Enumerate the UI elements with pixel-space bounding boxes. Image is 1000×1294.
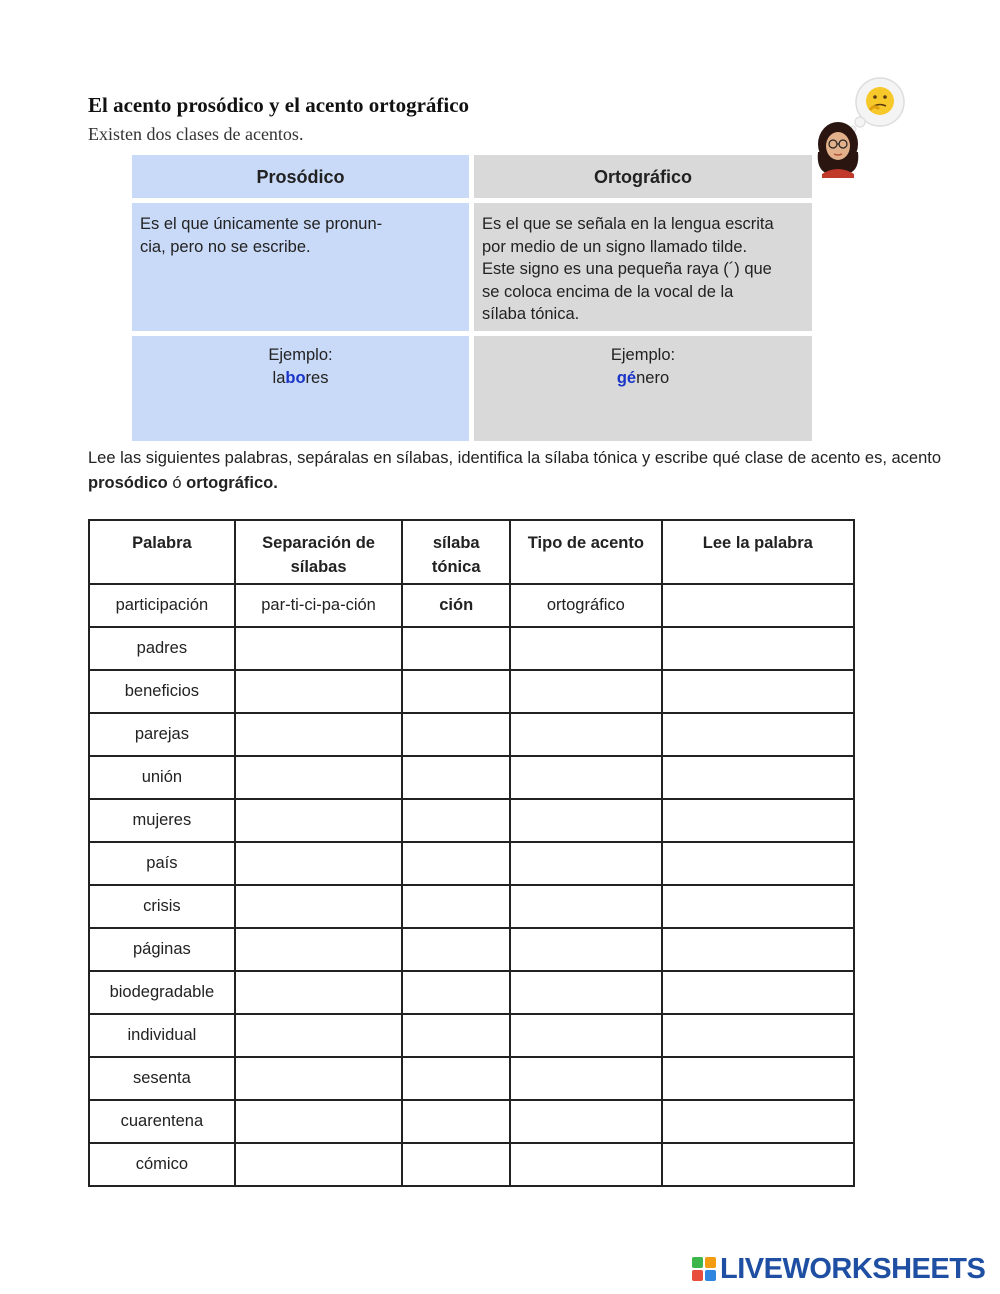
- table-row: [89, 1014, 854, 1057]
- table-row: [89, 1057, 854, 1100]
- accent-type-input-cell[interactable]: [510, 1014, 662, 1057]
- table-row: [89, 842, 854, 885]
- syllable-worksheet-table: [88, 519, 855, 1187]
- accent-type-input-cell[interactable]: [510, 1143, 662, 1186]
- tonic-input-cell[interactable]: [402, 928, 510, 971]
- syllables-input-cell[interactable]: [235, 799, 403, 842]
- tonic-input-cell[interactable]: [402, 1143, 510, 1186]
- read-word-cell[interactable]: [662, 799, 854, 842]
- prosodic-heading: Prosódico: [132, 155, 469, 198]
- page-title: El acento prosódico y el acento ortográfico: [88, 93, 470, 117]
- instructions-bold: ortográfico.: [186, 474, 278, 492]
- tonic-input-cell[interactable]: [402, 627, 510, 670]
- example-word: [132, 367, 469, 390]
- table-row: [89, 627, 854, 670]
- example-label: Ejemplo:: [610, 346, 676, 364]
- orthographic-definition: [474, 203, 812, 331]
- syllables-input-cell[interactable]: [235, 1014, 403, 1057]
- word-cell: biodegradable: [89, 971, 235, 1014]
- accent-type-cell: ortográfico: [510, 584, 662, 627]
- example-word: [474, 367, 812, 390]
- orthographic-definition-line: sílaba tónica.: [482, 305, 580, 323]
- table-row: [89, 670, 854, 713]
- table-header-row: [89, 520, 854, 584]
- orthographic-definition-line: se coloca encima de la vocal de la: [482, 282, 734, 301]
- accent-type-input-cell[interactable]: [510, 799, 662, 842]
- example-word-part: la: [272, 368, 286, 387]
- word-cell: crisis: [89, 885, 235, 928]
- accent-type-input-cell[interactable]: [510, 928, 662, 971]
- syllables-input-cell[interactable]: [235, 1143, 403, 1186]
- orthographic-heading: Ortográfico: [474, 155, 812, 198]
- orthographic-definition-line: por medio de un signo llamado tilde.: [482, 237, 748, 256]
- word-cell: cómico: [89, 1143, 235, 1186]
- accent-type-input-cell[interactable]: [510, 756, 662, 799]
- word-cell: páginas: [89, 928, 235, 971]
- prosodic-definition: [132, 203, 469, 331]
- read-word-cell[interactable]: [662, 1143, 854, 1186]
- word-cell: país: [89, 842, 235, 885]
- orthographic-definition-line: Es el que se señala en la lengua escrita: [482, 215, 774, 233]
- read-word-cell[interactable]: [662, 756, 854, 799]
- prosodic-example: [132, 336, 469, 441]
- read-word-cell[interactable]: [662, 928, 854, 971]
- word-cell: participación: [89, 584, 235, 627]
- tonic-input-cell[interactable]: [402, 1014, 510, 1057]
- syllables-input-cell[interactable]: [235, 670, 403, 713]
- read-word-cell[interactable]: [662, 584, 854, 627]
- table-row: [89, 928, 854, 971]
- tonic-input-cell[interactable]: [402, 885, 510, 928]
- read-word-cell[interactable]: [662, 1057, 854, 1100]
- col-header-syllables: [235, 520, 403, 584]
- instructions: [88, 446, 948, 496]
- accent-type-input-cell[interactable]: [510, 842, 662, 885]
- page-subtitle: Existen dos clases de acentos.: [88, 124, 304, 144]
- col-header-line: Separación de: [262, 534, 375, 552]
- col-header-accent-type: Tipo de acento: [510, 520, 662, 584]
- syllables-input-cell[interactable]: [235, 842, 403, 885]
- accent-type-input-cell[interactable]: [510, 670, 662, 713]
- example-label: Ejemplo:: [268, 346, 333, 364]
- table-row: [89, 713, 854, 756]
- read-word-cell[interactable]: [662, 627, 854, 670]
- word-cell: sesenta: [89, 1057, 235, 1100]
- accent-type-input-cell[interactable]: [510, 971, 662, 1014]
- syllables-input-cell[interactable]: [235, 885, 403, 928]
- table-row: [89, 885, 854, 928]
- prosodic-definition-line: Es el que únicamente se pronun-: [140, 215, 383, 233]
- table-row: [89, 971, 854, 1014]
- tonic-input-cell[interactable]: [402, 1057, 510, 1100]
- syllables-input-cell[interactable]: [235, 1100, 403, 1143]
- read-word-cell[interactable]: [662, 842, 854, 885]
- tonic-cell: ción: [402, 584, 510, 627]
- instructions-bold: prosódico: [88, 474, 168, 492]
- col-header-read-word: Lee la palabra: [662, 520, 854, 584]
- word-cell: mujeres: [89, 799, 235, 842]
- word-cell: cuarentena: [89, 1100, 235, 1143]
- accent-type-input-cell[interactable]: [510, 1057, 662, 1100]
- syllables-input-cell[interactable]: [235, 713, 403, 756]
- table-row: [89, 1143, 854, 1186]
- syllables-input-cell[interactable]: [235, 756, 403, 799]
- col-header-line: tónica: [431, 558, 481, 576]
- word-cell: padres: [89, 627, 235, 670]
- table-row: [89, 799, 854, 842]
- accent-type-input-cell[interactable]: [510, 1100, 662, 1143]
- tonic-input-cell[interactable]: [402, 713, 510, 756]
- syllables-input-cell[interactable]: [235, 971, 403, 1014]
- example-tonic-syllable: gé: [616, 368, 637, 387]
- word-cell: unión: [89, 756, 235, 799]
- tonic-input-cell[interactable]: [402, 756, 510, 799]
- tonic-input-cell[interactable]: [402, 1100, 510, 1143]
- prosodic-definition-line: cia, pero no se escribe.: [140, 237, 311, 256]
- thinking-avatar-icon: [808, 74, 920, 178]
- syllables-cell: par-ti-ci-pa-ción: [235, 584, 403, 627]
- accent-type-input-cell[interactable]: [510, 885, 662, 928]
- syllables-input-cell[interactable]: [235, 1057, 403, 1100]
- example-tonic-syllable: bo: [285, 368, 306, 387]
- liveworksheets-logo-icon: [692, 1257, 716, 1281]
- word-cell: individual: [89, 1014, 235, 1057]
- syllables-input-cell[interactable]: [235, 627, 403, 670]
- accent-type-input-cell[interactable]: [510, 713, 662, 756]
- read-word-cell[interactable]: [662, 971, 854, 1014]
- col-header-tonic: [402, 520, 510, 584]
- read-word-cell[interactable]: [662, 713, 854, 756]
- example-word-part: nero: [636, 368, 670, 387]
- logo-text: LIVEWORKSHEETS: [720, 1252, 986, 1285]
- orthographic-definition-line: Este signo es una pequeña raya (´) que: [482, 260, 772, 278]
- table-row: [89, 1100, 854, 1143]
- tonic-input-cell[interactable]: [402, 799, 510, 842]
- tonic-input-cell[interactable]: [402, 670, 510, 713]
- read-word-cell[interactable]: [662, 670, 854, 713]
- tonic-input-cell[interactable]: [402, 842, 510, 885]
- accent-type-input-cell[interactable]: [510, 627, 662, 670]
- col-header-line: sílaba: [432, 534, 480, 552]
- read-word-cell[interactable]: [662, 1100, 854, 1143]
- word-cell: beneficios: [89, 670, 235, 713]
- word-cell: parejas: [89, 713, 235, 756]
- col-header-word: Palabra: [89, 520, 235, 584]
- instructions-text: Lee las siguientes palabras, sepáralas en sílabas, identifica la sílaba tónica y escribe qué clase de acento es, acento: [88, 449, 942, 467]
- read-word-cell[interactable]: [662, 885, 854, 928]
- liveworksheets-logo: [692, 1252, 985, 1286]
- col-header-line: sílabas: [290, 558, 347, 576]
- tonic-input-cell[interactable]: [402, 971, 510, 1014]
- instructions-text: ó: [167, 474, 187, 492]
- example-word-part: res: [305, 368, 329, 387]
- table-row: [89, 756, 854, 799]
- read-word-cell[interactable]: [662, 1014, 854, 1057]
- orthographic-example: [474, 336, 812, 441]
- table-row: [89, 584, 854, 627]
- syllables-input-cell[interactable]: [235, 928, 403, 971]
